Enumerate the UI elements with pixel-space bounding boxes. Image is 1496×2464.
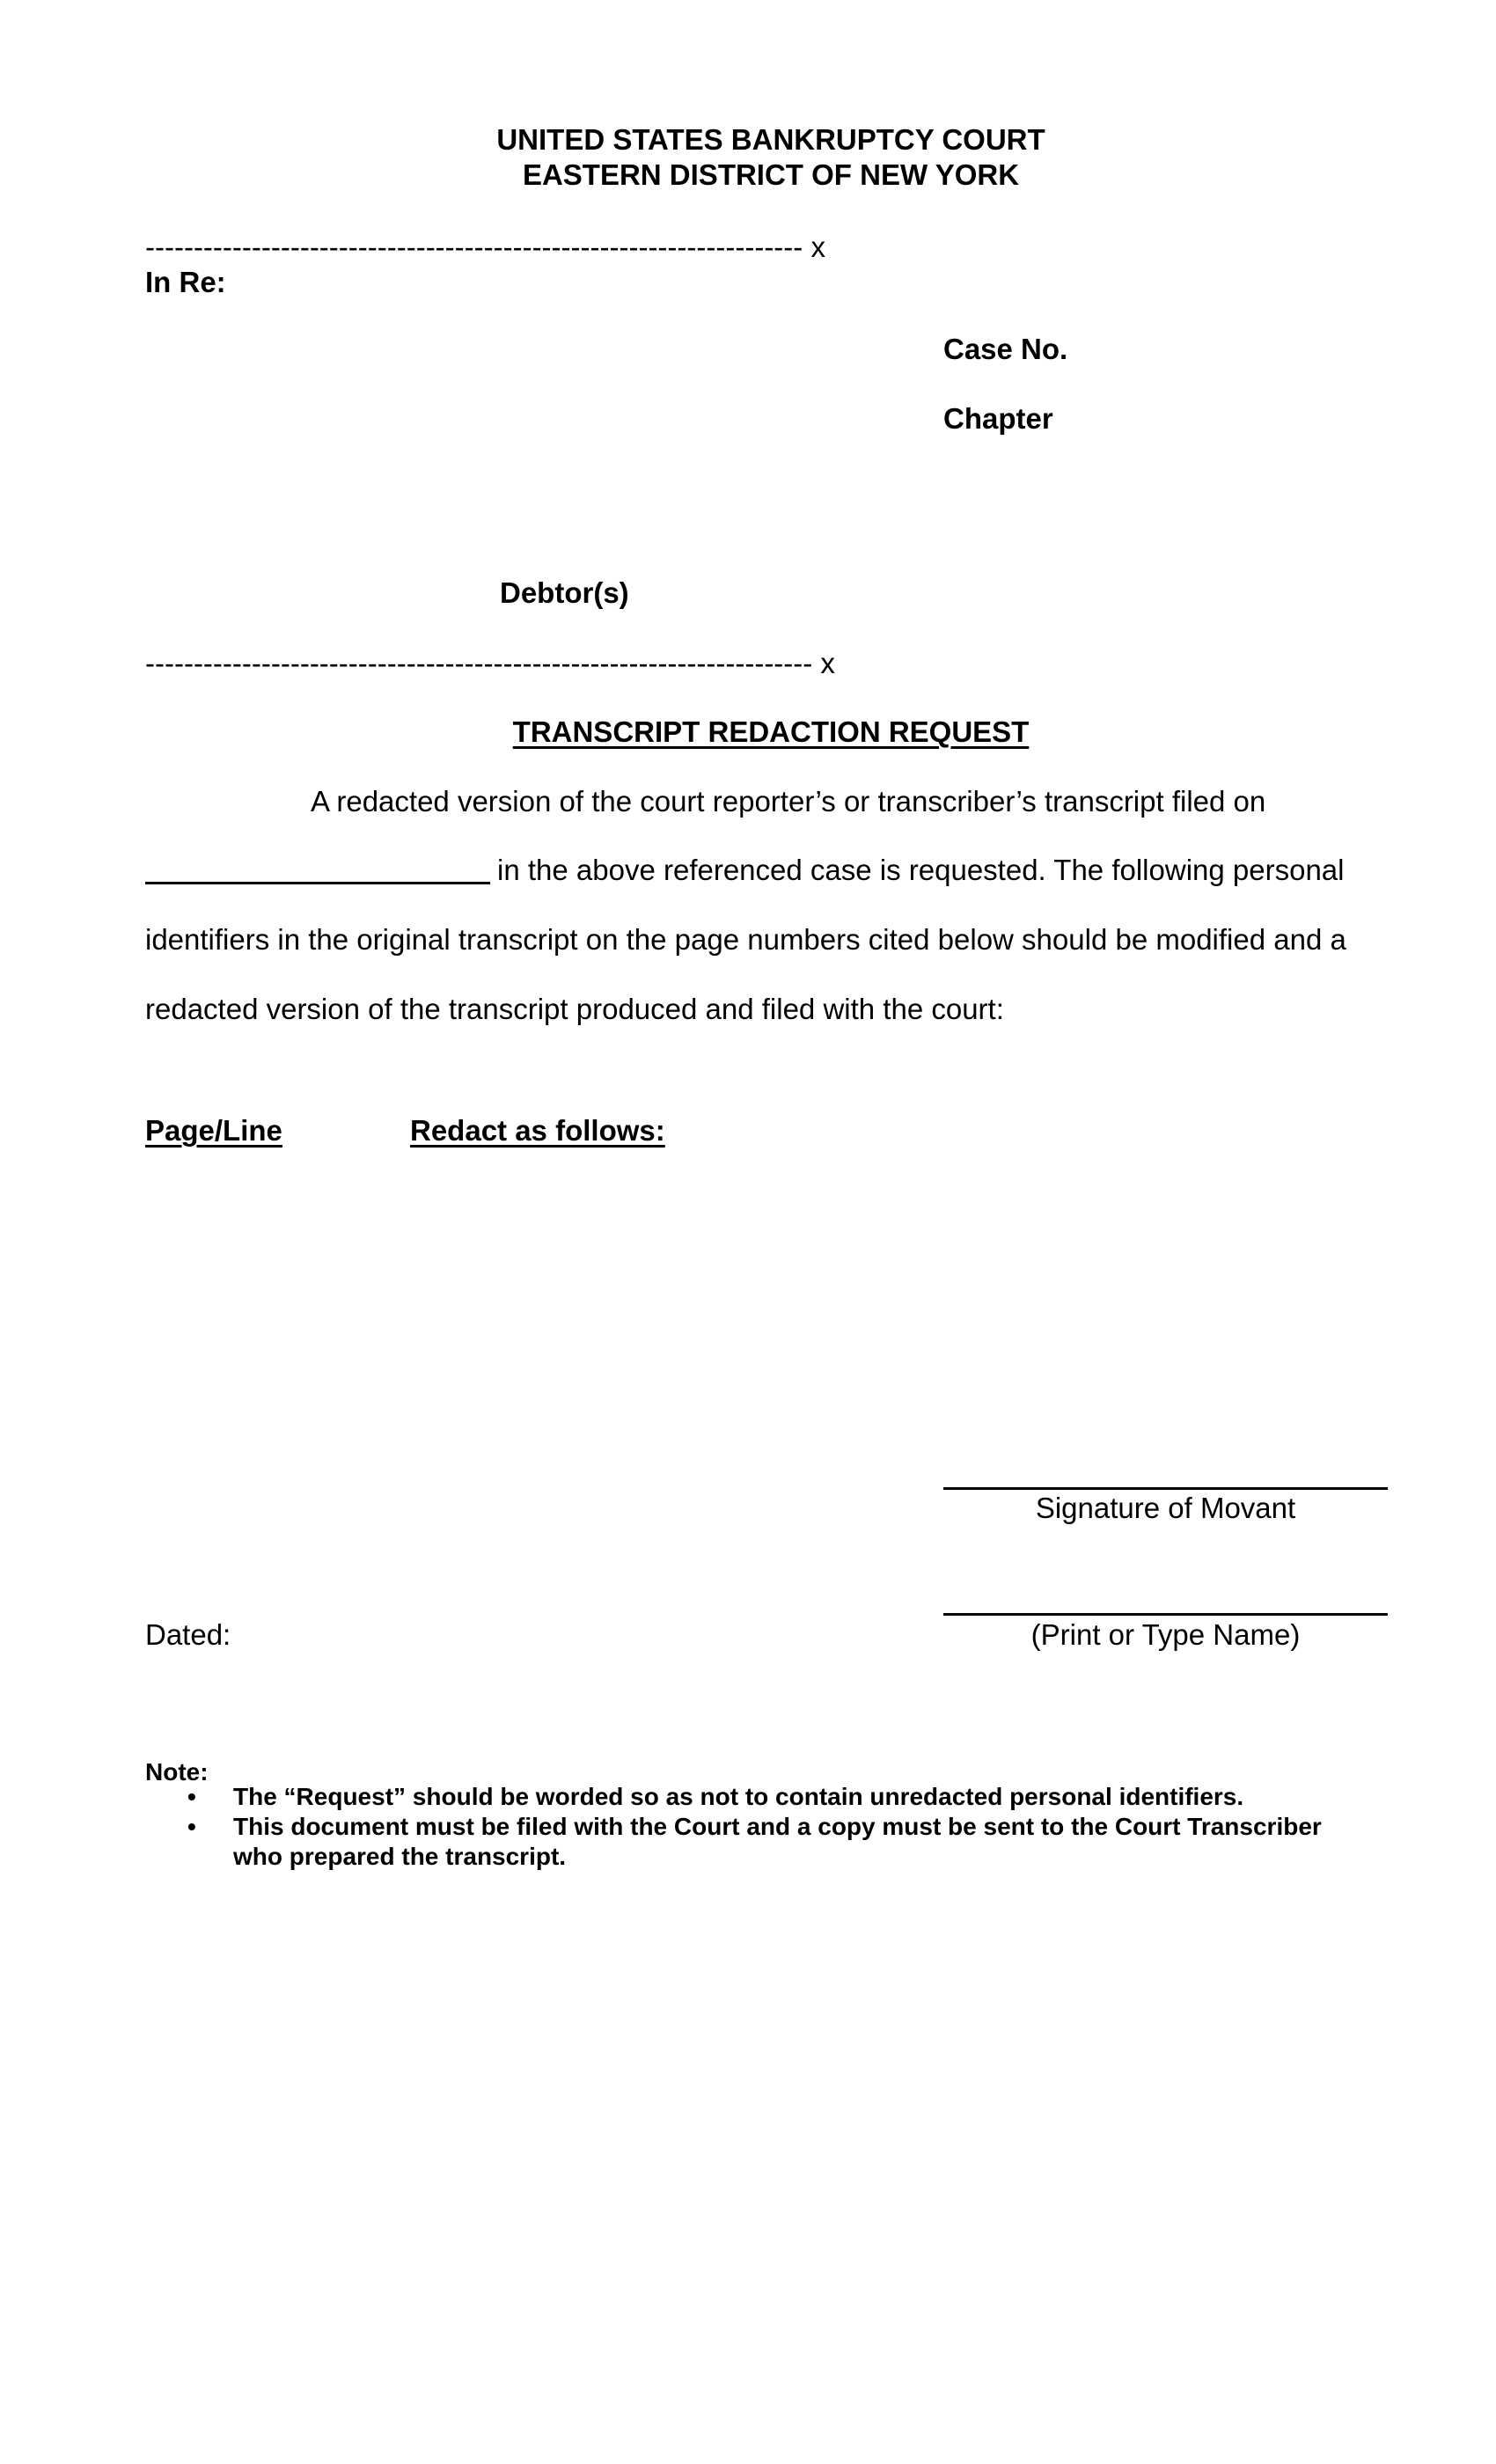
print-or-type-name-label: (Print or Type Name) xyxy=(1030,1618,1301,1651)
note-item xyxy=(187,1782,1324,1812)
body-line-1: A redacted version of the court reporter’s or transcriber’s transcript filed on xyxy=(311,785,1266,818)
note-item-text: The “Request” should be worded so as not to contain unredacted personal identifiers. xyxy=(233,1783,1244,1810)
note-label: Note: xyxy=(145,1758,209,1786)
dated-label: Dated: xyxy=(145,1618,231,1651)
bullet-icon: • xyxy=(187,1783,196,1810)
in-re-label: In Re: xyxy=(145,266,226,298)
court-name: UNITED STATES BANKRUPTCY COURT xyxy=(496,123,1045,156)
print-name-line xyxy=(943,1613,1388,1616)
court-district: EASTERN DISTRICT OF NEW YORK xyxy=(522,158,1020,191)
debtors-label: Debtor(s) xyxy=(500,576,629,609)
page-line-header: Page/Line xyxy=(145,1114,282,1147)
document-title: TRANSCRIPT REDACTION REQUEST xyxy=(512,715,1030,748)
signature-of-movant-label: Signature of Movant xyxy=(1035,1492,1296,1524)
caption-divider-top: -------------------------------------------------------------------- x xyxy=(145,231,825,263)
movant-signature-line xyxy=(943,1487,1388,1490)
body-line-2: in the above referenced case is requested. The following personal xyxy=(497,854,1345,886)
note-item-text: This document must be filed with the Court and a copy must be sent to the Court Transcriber who prepared the transcript. xyxy=(233,1813,1322,1870)
note-list xyxy=(145,1782,1324,1872)
chapter-label: Chapter xyxy=(943,402,1053,435)
bullet-icon: • xyxy=(187,1813,196,1840)
body-line-4: redacted version of the transcript produced and filed with the court: xyxy=(145,993,1004,1025)
redact-as-follows-header: Redact as follows: xyxy=(410,1114,665,1147)
body-line-3: identifiers in the original transcript on the page numbers cited below should be modified and a xyxy=(145,923,1346,956)
filed-date-blank xyxy=(145,882,490,884)
caption-divider-bottom: --------------------------------------------------------------------- x xyxy=(145,647,835,679)
note-item xyxy=(187,1812,1324,1872)
case-no-label: Case No. xyxy=(943,333,1068,365)
